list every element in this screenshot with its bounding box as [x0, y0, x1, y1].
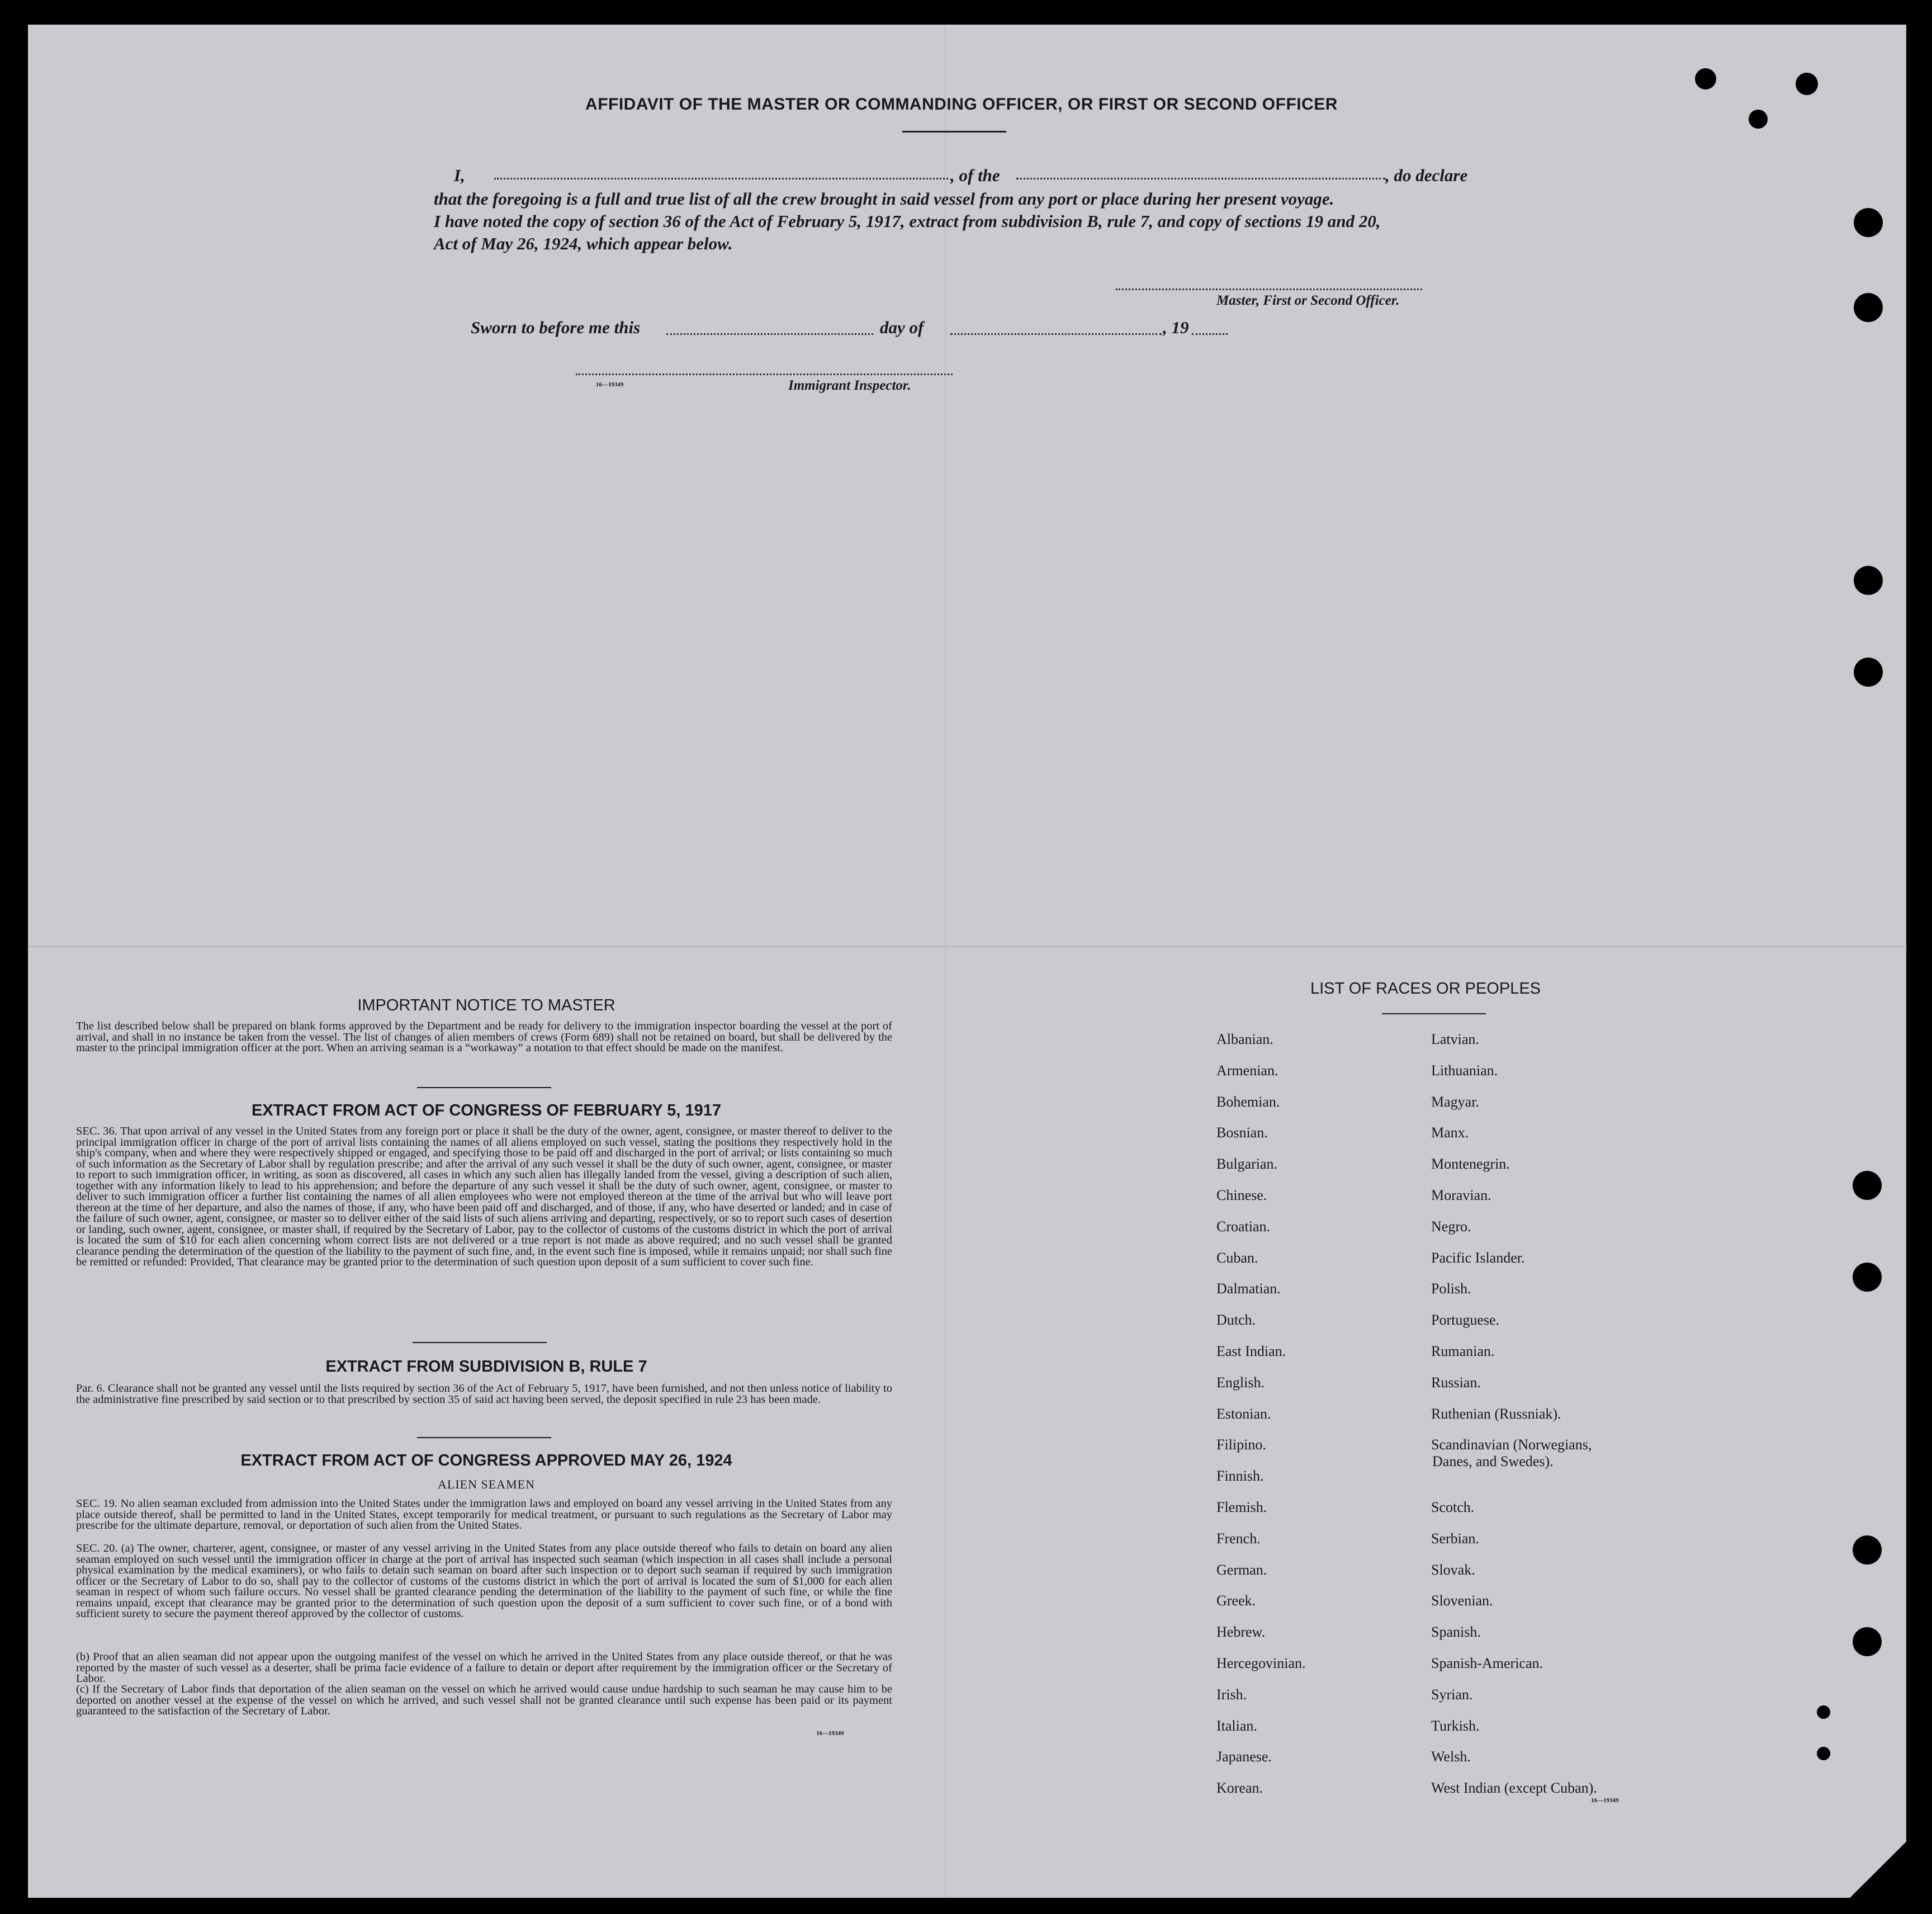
list-item: Russian. [1431, 1374, 1481, 1391]
list-item: Croatian. [1216, 1218, 1271, 1235]
list-item: Rumanian. [1431, 1343, 1495, 1359]
punch-hole-icon [1854, 293, 1883, 322]
sworn-label: Sworn to before me this [471, 318, 641, 337]
list-item: Filipino. [1216, 1436, 1266, 1453]
list-item: Chinese. [1216, 1187, 1267, 1203]
affidavit-line-3: I have noted the copy of section 36 of the Act of February 5, 1917, extract from subdivision B, rule 7, and copy of sections 19 and 20, [434, 211, 1381, 231]
list-item: Serbian. [1431, 1530, 1479, 1547]
list-item: Magyar. [1431, 1093, 1479, 1110]
list-item: Cuban. [1216, 1249, 1258, 1266]
list-item: Danes, and Swedes). [1432, 1453, 1554, 1470]
extract-1917-title: EXTRACT FROM ACT OF CONGRESS OF FEBRUARY 5, 1917 [251, 1102, 722, 1119]
list-item: Flemish. [1216, 1499, 1267, 1515]
sec20b-text: (b) Proof that an alien seaman did not appear upon the outgoing manifest of the vessel on which he arrived in the United States from any place outside thereof, or that he was reported by the master of such vessel as a deserter, shall be prima facie evidence of a failure to detain or deport after requirement by the immigration officer or the Secretary of Labor. [76, 1651, 892, 1685]
list-item: Hebrew. [1216, 1624, 1266, 1641]
list-item: Bohemian. [1216, 1093, 1280, 1110]
notice-text: The list described below shall be prepared on blank forms approved by the Department and be ready for delivery to the immigration inspector boarding the vessel at the port of arrival, and shall in no instance be taken from the vessel. The list of changes of alien members of crews (Form 689) shall not be retained on board, but shall be delivered by the master to the principal immigration officer at the port. When an arriving seaman is a “workaway” a notation to that effect should be made on the manifest. [76, 1020, 892, 1054]
punch-hole-icon [1854, 566, 1883, 595]
rule7-divider [417, 1437, 551, 1438]
list-item: Spanish-American. [1431, 1655, 1543, 1671]
list-item: German. [1216, 1561, 1267, 1578]
rank-blank-line [1016, 178, 1385, 179]
list-item: Slovenian. [1431, 1592, 1493, 1609]
list-item: French. [1216, 1530, 1261, 1547]
of-the-label: , of the [950, 166, 1000, 185]
inspector-signature-line [576, 374, 953, 375]
list-item: Montenegrin. [1431, 1156, 1510, 1173]
form-number: 16—19349 [816, 1730, 844, 1737]
master-signature-label: Master, First or Second Officer. [1216, 293, 1400, 308]
list-item: Scandinavian (Norwegians, [1431, 1436, 1592, 1453]
list-item: Moravian. [1431, 1187, 1491, 1203]
sec20a-text: SEC. 20. (a) The owner, charterer, agent, consignee, or master of any vessel arriving in the United States from any place outside thereof who fails to detain on board any alien seaman employed on such vessel until the immigration officer in charge at the port of arrival has inspected such seaman (which inspection in all cases shall include a personal physical examination by the medical examiners), or who fails to detain such seaman on board after such inspection or to deport such seaman if required by such immigration officer or the Secretary of Labor to do so, shall pay to the collector of customs of the customs district in which the port of arrival is located the sum of $1,000 for each alien seaman in respect of whom such failure occurs. No vessel shall be granted clearance pending the determination of the liability to the payment of such fine, or while the fine remains unpaid, except that clearance may be granted prior to the determination of such question upon the deposit of a sum sufficient to cover such fine, or of a bond with sufficient surety to secure the payment thereof approved by the collector of customs. [76, 1542, 892, 1620]
races-list-title: LIST OF RACES OR PEOPLES [1310, 980, 1541, 998]
list-item: Latvian. [1431, 1031, 1479, 1047]
sec20c-text: (c) If the Secretary of Labor finds that deportation of the alien seaman on the vessel on which he arrived would cause undue hardship to such seaman he may cause him to be deported on another vessel at the expense of the vessel on which he arrived, and such vessel shall not be granted clearance until such expense has been paid or its payment guaranteed to the satisfaction of the Secretary of Labor. [76, 1683, 892, 1717]
i-label: I, [454, 166, 465, 185]
list-item: Italian. [1216, 1717, 1257, 1734]
extract-1917-divider [413, 1342, 547, 1343]
races-title-underline [1382, 1013, 1486, 1014]
list-item: Manx. [1431, 1124, 1469, 1141]
master-signature-line [1116, 289, 1422, 290]
list-item: Scotch. [1431, 1499, 1475, 1515]
ink-speck-icon [1796, 73, 1818, 95]
day-of-label: day of [880, 318, 924, 337]
vertical-fold-line [945, 25, 946, 1898]
rule7-title: EXTRACT FROM SUBDIVISION B, RULE 7 [325, 1358, 647, 1376]
list-item: Negro. [1431, 1218, 1471, 1235]
list-item: Korean. [1216, 1780, 1263, 1797]
sworn-day-blank [666, 333, 873, 335]
list-item: Syrian. [1431, 1686, 1473, 1703]
alien-seamen-subtitle: ALIEN SEAMEN [438, 1477, 535, 1491]
list-item: Greek. [1216, 1592, 1256, 1609]
list-item: Turkish. [1431, 1717, 1480, 1734]
year-label: , 19 [1163, 318, 1189, 337]
punch-hole-icon [1853, 1627, 1882, 1656]
punch-hole-icon [1854, 658, 1883, 687]
sec19-text: SEC. 19. No alien seaman excluded from admission into the United States under the immigration laws and employed on board any vessel arriving in the United States from any place outside thereof, shall be permitted to land in the United States, except temporarily for medical treatment, or pursuant to such regulations as the Secretary of Labor may prescribe for the ultimate departure, removal, or deportation of such alien from the United States. [76, 1497, 892, 1532]
form-number: 16—19349 [1591, 1797, 1619, 1804]
extract-1924-title: EXTRACT FROM ACT OF CONGRESS APPROVED MAY 26, 1924 [240, 1452, 732, 1469]
punch-hole-icon [1853, 1535, 1882, 1565]
list-item: Portuguese. [1431, 1312, 1500, 1329]
list-item: Estonian. [1216, 1405, 1271, 1422]
races-left-column [1216, 1031, 1306, 1811]
list-item: West Indian (except Cuban). [1431, 1780, 1597, 1797]
ink-speck-icon [1749, 110, 1768, 129]
list-item: Lithuanian. [1431, 1062, 1498, 1079]
affidavit-title: AFFIDAVIT OF THE MASTER OR COMMANDING OFFICER, OR FIRST OR SECOND OFFICER [585, 95, 1338, 114]
races-right-column [1431, 1031, 1597, 1811]
list-item: East Indian. [1216, 1343, 1286, 1359]
year-blank [1192, 333, 1228, 335]
notice-title: IMPORTANT NOTICE TO MASTER [357, 996, 615, 1014]
name-blank-line [494, 178, 948, 179]
list-item: Welsh. [1431, 1748, 1471, 1765]
list-item: Spanish. [1431, 1624, 1481, 1641]
notice-divider [417, 1087, 551, 1088]
affidavit-line-2: that the foregoing is a full and true list of all the crew brought in said vessel from any port or place during her present voyage. [434, 189, 1334, 209]
list-item: Japanese. [1216, 1748, 1272, 1765]
punch-hole-icon [1854, 208, 1883, 237]
list-item: Albanian. [1216, 1031, 1273, 1047]
list-item: Armenian. [1216, 1062, 1278, 1079]
extract-1917-text: SEC. 36. That upon arrival of any vessel in the United States from any foreign port or place it shall be the duty of the owner, agent, consignee, or master thereof to deliver to the principal immigration officer in charge of the port of arrival lists containing the names of all aliens employed on such vessel, stating the positions they respectively hold in the ship's company, when and where they were respectively shipped or engaged, and specifying those to be paid off and discharged in the port of arrival; or lists containing so much of such information as the Secretary of Labor shall by regulation prescribe; and after the arrival of any such vessel it shall be the duty of such owner, agent, consignee, or master to report to such immigration officer, in writing, as soon as discovered, all cases in which any such alien has illegally landed from the vessel, giving a description of such alien, together with any information likely to lead to his apprehension; and before the departure of any such vessel it shall be the duty of such owner, agent, consignee, or master to deliver to such immigration officer a further list containing the names of all alien employees who were not employed thereon at the time of the arrival but who will leave port thereon at the time of her departure, and also the names of those, if any, who have been paid off and discharged, and of those, if any, who have deserted or landed; and in case of the failure of such owner, agent, consignee, or master so to deliver either of the said lists of such aliens arriving and departing, respectively, or so to report such cases of desertion or landing, such owner, agent, consignee, or master shall, if required by the Secretary of Labor, pay to the collector of customs of the customs district in which the port of arrival is located the sum of $10 for each alien concerning whom correct lists are not delivered or a true report is not made as above required; and no such vessel shall be granted clearance pending the determination of the question of the liability to the payment of such fine, and, in the event such fine is imposed, while it remains unpaid; nor shall such fine be remitted or refunded: Provided, That clearance may be granted prior to the determination of such question upon deposit of a sum sufficient to cover such fine. [76, 1125, 892, 1268]
list-item: Slovak. [1431, 1561, 1475, 1578]
sworn-month-blank [950, 333, 1162, 335]
list-item: Dalmatian. [1216, 1280, 1281, 1297]
rule7-text: Par. 6. Clearance shall not be granted any vessel until the lists required by section 36 of the Act of February 5, 1917, have been furnished, and not then unless notice of liability to the administrative fine prescribed by said section or to that prescribed by section 35 of said act having been served, the deposit specified in rule 23 has been made. [76, 1382, 892, 1406]
list-item: English. [1216, 1374, 1265, 1391]
list-item: Bosnian. [1216, 1124, 1268, 1141]
list-item: Bulgarian. [1216, 1156, 1278, 1173]
title-underline [902, 131, 1006, 133]
affidavit-line-4: Act of May 26, 1924, which appear below. [434, 234, 733, 253]
list-item: Polish. [1431, 1280, 1471, 1297]
list-item: Ruthenian (Russniak). [1431, 1405, 1561, 1422]
form-number: 16—19349 [596, 381, 624, 388]
punch-hole-icon [1853, 1263, 1882, 1292]
list-item: Dutch. [1216, 1312, 1256, 1329]
punch-hole-icon [1853, 1171, 1882, 1200]
horizontal-fold-line [28, 946, 1906, 947]
list-item: Irish. [1216, 1686, 1247, 1703]
list-item: Finnish. [1216, 1468, 1264, 1485]
list-item: Pacific Islander. [1431, 1249, 1525, 1266]
ink-speck-icon [1817, 1705, 1830, 1719]
list-item: Hercegovinian. [1216, 1655, 1306, 1671]
inspector-label: Immigrant Inspector. [788, 378, 911, 393]
ink-speck-icon [1695, 68, 1716, 89]
do-declare-label: , do declare [1385, 166, 1468, 185]
ink-speck-icon [1817, 1747, 1830, 1760]
